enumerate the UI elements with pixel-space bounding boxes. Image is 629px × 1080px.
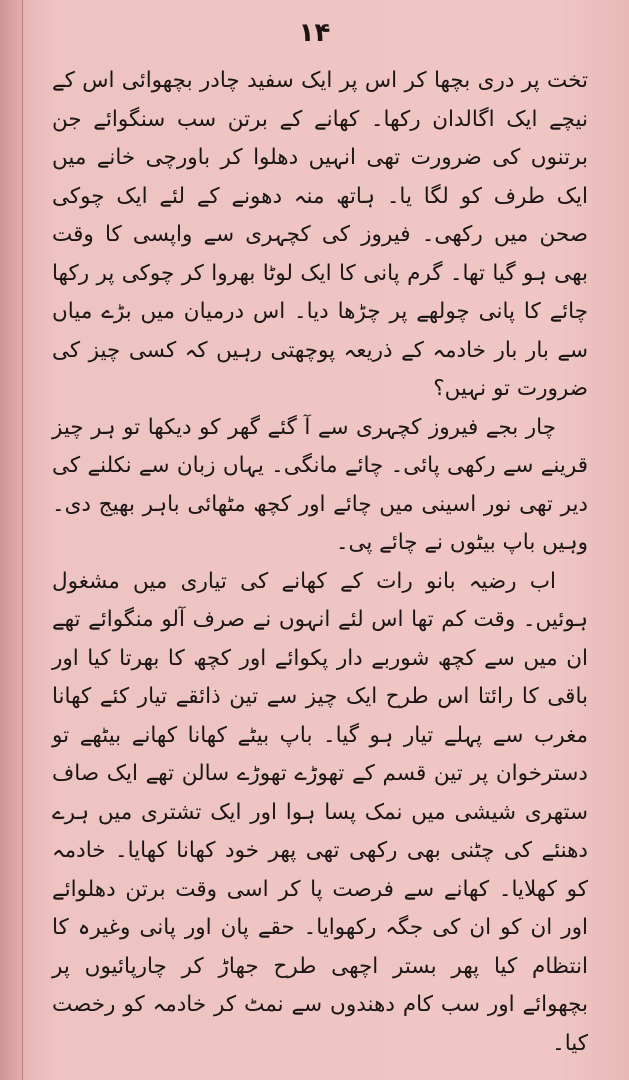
paragraph-1: تخت پر دری بچھا کر اس پر ایک سفید چادر بچھوائی اس کے نیچے ایک اگالدان رکھا۔ کھانے کے برتن سب سنگوائے جن برتنوں کی ضرورت تھی انہیں دھلوا کر باورچی خانے میں ایک طرف کو لگا یا۔ ہاتھ منہ دھونے کے لئے ایک چوکی صحن میں رکھی۔ فیروز کی کچہری سے واپسی کا وقت بھی ہو گیا تھا۔ گرم پانی کا ایک لوٹا بھروا کر چوکی پر رکھا چائے کا پانی چولھے پر چڑھا دیا۔ اس درمیان میں بڑے میاں سے بار بار خادمہ کے ذریعہ پوچھتی رہیں کہ کسی چیز کی ضرورت تو نہیں؟: [52, 68, 588, 401]
paragraph-2: چار بجے فیروز کچہری سے آ گئے گھر کو دیکھا تو ہر چیز قرینے سے رکھی پائی۔ چائے مانگی۔ یہاں زبان سے نکلنے کی دیر تھی نور اسینی میں چائے اور کچھ مٹھائی باہر بھیج دی۔ وہیں باپ بیٹوں نے چائے پی۔: [52, 414, 588, 555]
margin-stamp-marks: [4, 770, 24, 940]
page-number: ۱۴: [298, 18, 331, 48]
page-body-text: [52, 62, 588, 1063]
paragraph-3: اب رضیہ بانو رات کے کھانے کی تیاری میں مشغول ہوئیں۔ وقت کم تھا اس لئے انہوں نے صرف آلو منگوائے تھے ان میں سے کچھ شوربے دار پکوائے اور کچھ کا بھرتا کیا اور باقی کا رائتا اس طرح ایک چیز سے تین ذائقے تیار کئے کھانا مغرب سے پہلے تیار ہو گیا۔ باپ بیٹے کھانا کھانے بیٹھے تو دسترخوان پر تین قسم کے تھوڑے تھوڑے سالن تھے ایک صاف ستھری شیشی میں نمک پسا ہوا اور ایک تشتری میں ہرے دھنئے کی چٹنی بھی رکھی تھی پھر خود کھانا کھایا۔ خادمہ کو کھلایا۔ کھانے سے فرصت پا کر اسی وقت برتن دھلوائے اور ان کو ان کی جگہ رکھوایا۔ حقے پان اور پانی وغیرہ کا انتظام کیا پھر بستر اچھی طرح جھاڑ کر چارپائیوں پر بچھوائے اور سب کام دھندوں سے نمٹ کر خادمہ کو رخصت کیا۔: [52, 568, 588, 1056]
